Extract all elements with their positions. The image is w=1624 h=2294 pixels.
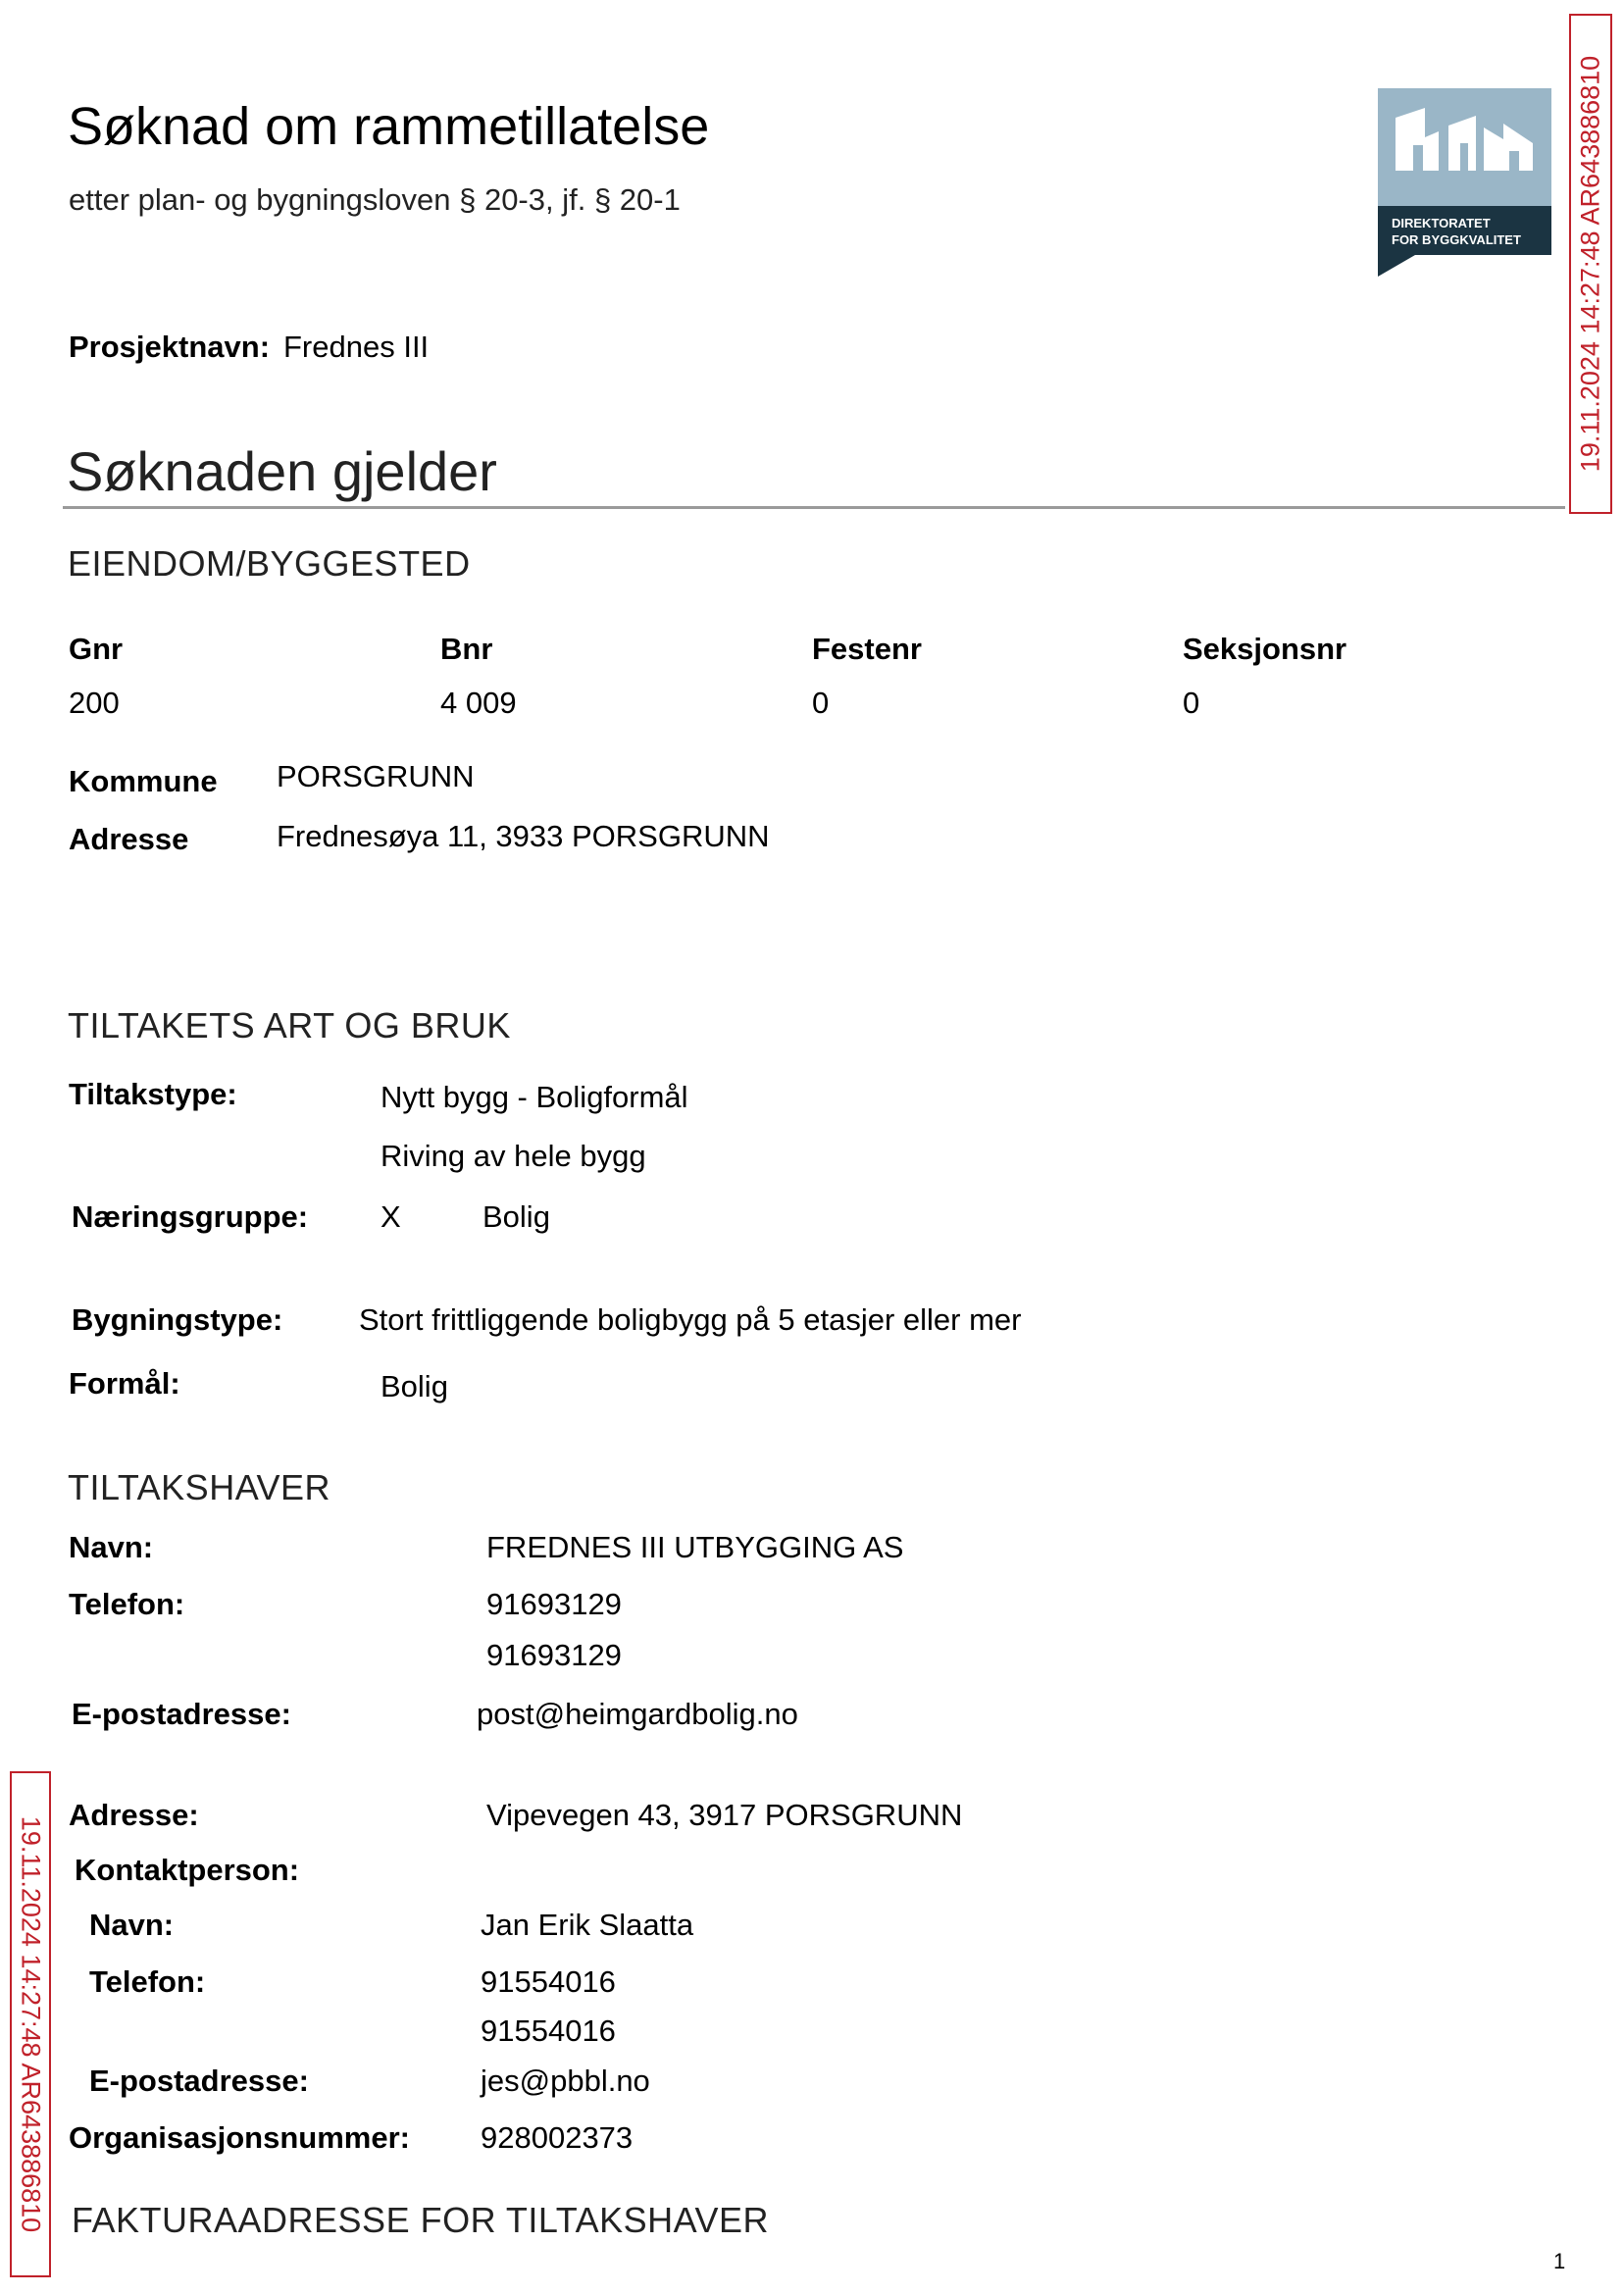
kontakt-navn-value: Jan Erik Slaatta bbox=[481, 1908, 694, 1942]
tiltakshaver-adresse-value: Vipevegen 43, 3917 PORSGRUNN bbox=[486, 1798, 963, 1832]
tiltakstype-label: Tiltakstype: bbox=[69, 1077, 237, 1111]
kontakt-telefon-label: Telefon: bbox=[89, 1964, 206, 1999]
page-number: 1 bbox=[1553, 2249, 1566, 2273]
tiltakshaver-epost-label: E-postadresse: bbox=[72, 1697, 291, 1731]
bnr-value: 4 009 bbox=[440, 686, 517, 720]
tiltakstype-value-2: Riving av hele bygg bbox=[381, 1139, 646, 1173]
tiltakshaver-telefon-value-2: 91693129 bbox=[486, 1638, 622, 1672]
bygningstype-value: Stort frittliggende boligbygg på 5 etasjer eller mer bbox=[359, 1302, 1022, 1337]
heading-tiltak: TILTAKETS ART OG BRUK bbox=[68, 1005, 511, 1045]
heading-tiltakshaver: TILTAKSHAVER bbox=[68, 1467, 331, 1507]
bygningstype-label: Bygningstype: bbox=[72, 1302, 283, 1337]
naeringsgruppe-code: X bbox=[381, 1199, 401, 1234]
stamp-text: 19.11.2024 14:27:48 AR643886810 bbox=[1575, 55, 1605, 473]
formal-value: Bolig bbox=[381, 1369, 448, 1403]
dibk-logo-icon bbox=[1378, 88, 1551, 277]
bnr-label: Bnr bbox=[440, 632, 493, 666]
kontakt-epost-label: E-postadresse: bbox=[89, 2064, 309, 2098]
project-name-label: Prosjektnavn: bbox=[69, 330, 271, 364]
stamp-text-left: 19.11.2024 14:27:48 AR643886810 bbox=[16, 1815, 46, 2233]
heading-eiendom: EIENDOM/BYGGESTED bbox=[68, 543, 471, 584]
kommune-value: PORSGRUNN bbox=[277, 759, 475, 793]
kontakt-telefon-value-1: 91554016 bbox=[481, 1964, 616, 1999]
kontakt-navn-label: Navn: bbox=[89, 1908, 175, 1942]
tiltakshaver-epost-value: post@heimgardbolig.no bbox=[477, 1697, 798, 1731]
gnr-label: Gnr bbox=[69, 632, 124, 666]
heading-faktura: FAKTURAADRESSE FOR TILTAKSHAVER bbox=[72, 2200, 769, 2240]
kontakt-epost-value: jes@pbbl.no bbox=[481, 2064, 650, 2098]
kommune-label: Kommune bbox=[69, 764, 218, 798]
seksjonsnr-value: 0 bbox=[1183, 686, 1200, 720]
document-title: Søknad om rammetillatelse bbox=[68, 97, 710, 156]
tiltakshaver-navn-label: Navn: bbox=[69, 1530, 154, 1564]
seksjonsnr-label: Seksjonsnr bbox=[1183, 632, 1347, 666]
timestamp-stamp-left bbox=[10, 1771, 51, 2277]
naeringsgruppe-label: Næringsgruppe: bbox=[72, 1199, 309, 1234]
adresse-label: Adresse bbox=[69, 822, 189, 856]
project-name-value: Frednes III bbox=[283, 330, 430, 364]
festenr-label: Festenr bbox=[812, 632, 922, 666]
orgnr-value: 928002373 bbox=[481, 2120, 634, 2155]
naeringsgruppe-value: Bolig bbox=[482, 1199, 550, 1234]
dibk-logo bbox=[1378, 88, 1551, 281]
tiltakstype-value-1: Nytt bygg - Boligformål bbox=[381, 1080, 688, 1114]
kontakt-telefon-value-2: 91554016 bbox=[481, 2014, 616, 2048]
gnr-value: 200 bbox=[69, 686, 120, 720]
tiltakshaver-navn-value: FREDNES III UTBYGGING AS bbox=[486, 1530, 904, 1564]
festenr-value: 0 bbox=[812, 686, 830, 720]
logo-line1: DIREKTORATET bbox=[1392, 216, 1491, 230]
section-title: Søknaden gjelder bbox=[67, 440, 497, 502]
tiltakshaver-adresse-label: Adresse: bbox=[69, 1798, 199, 1832]
tiltakshaver-telefon-value-1: 91693129 bbox=[486, 1587, 622, 1621]
document-subtitle: etter plan- og bygningsloven § 20-3, jf. § 20-1 bbox=[69, 182, 681, 217]
timestamp-stamp-right bbox=[1569, 14, 1612, 514]
logo-line2: FOR BYGGKVALITET bbox=[1392, 232, 1521, 247]
adresse-value: Frednesøya 11, 3933 PORSGRUNN bbox=[277, 819, 770, 853]
tiltakshaver-telefon-label: Telefon: bbox=[69, 1587, 185, 1621]
section-divider bbox=[63, 506, 1565, 509]
orgnr-label: Organisasjonsnummer: bbox=[69, 2120, 410, 2155]
kontaktperson-label: Kontaktperson: bbox=[75, 1853, 300, 1887]
formal-label: Formål: bbox=[69, 1366, 180, 1401]
